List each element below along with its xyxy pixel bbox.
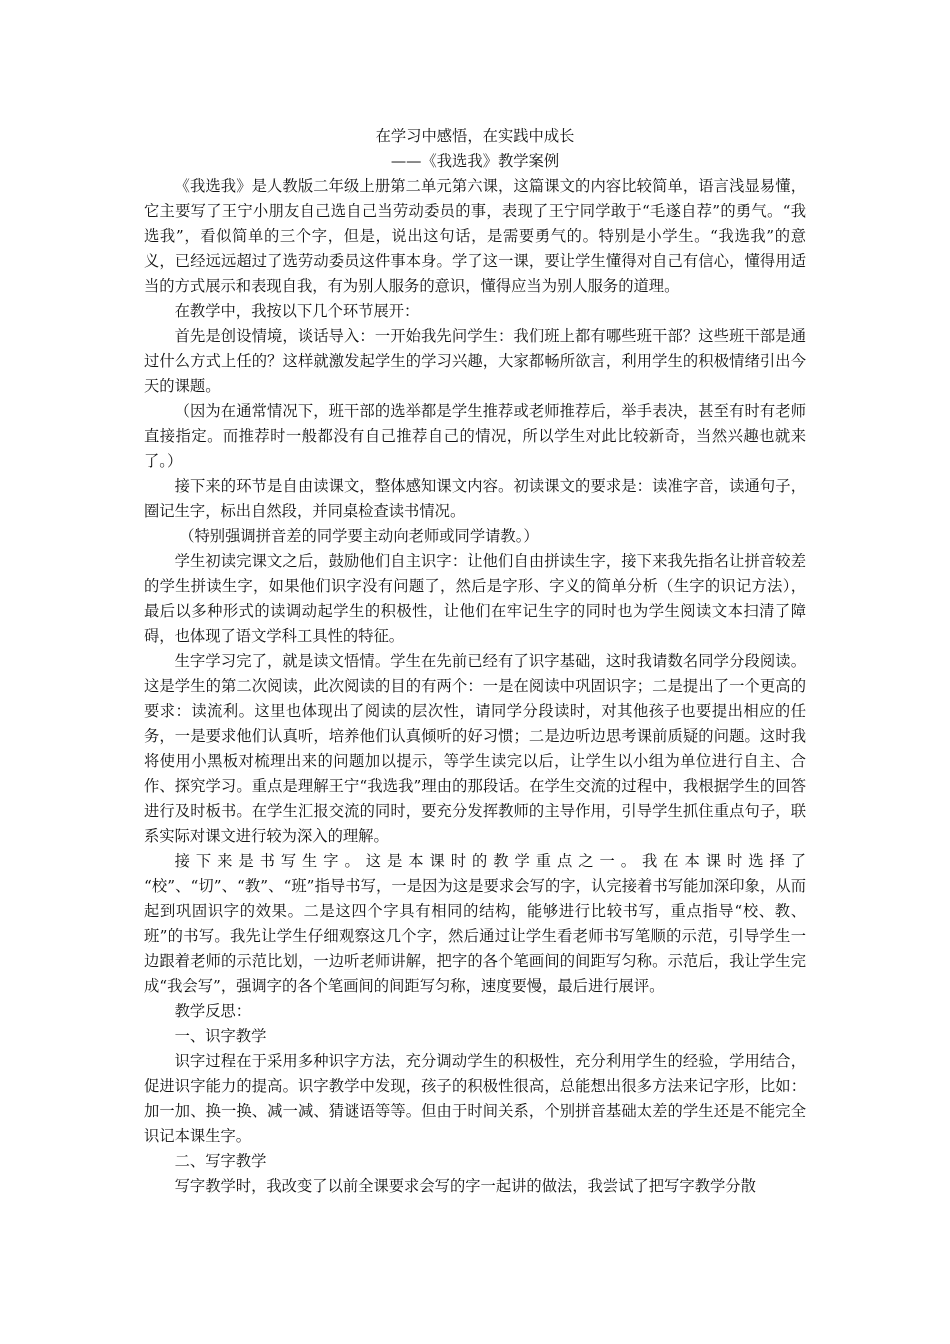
paragraph-step-3: 学生初读完课文之后，鼓励他们自主识字：让他们自由拼读生字，接下来我先指名让拼音较差的学生拼读生字，如果他们识字没有问题了，然后是字形、字义的简单分析（生字的识记方法），最后以多种形式的读调动起学生的积极性，让他们在牢记生字的同时也为学生阅读文本扫清了障碍，也体现了语文学科工具性的特征。 [144,552,806,645]
paragraph-steps-intro: 在教学中，我按以下几个环节展开： [174,302,420,320]
paragraph-literacy: 识字过程在于采用多种识字方法，充分调动学生的积极性，充分利用学生的经验，学用结合，促进识字能力的提高。识字教学中发现，孩子的积极性很高，总能想出很多方法来记字形，比如：加一加、换一换、减一减、猜谜语等等。但由于时间关系，个别拼音基础太差的学生还是不能完全识记本课生字。 [144,1052,806,1145]
document-title: 在学习中感悟，在实践中成长 [375,127,575,145]
paragraph-step-4: 生字学习完了，就是读文悟情。学生在先前已经有了识字基础，这时我请数名同学分段阅读。这是学生的第二次阅读，此次阅读的目的有两个：一是在阅读中巩固识字；二是提出了一个更高的要求：读流利。这里也体现出了阅读的层次性，请同学分段读时，对其他孩子也要提出相应的任务，一是要求他们认真听，培养他们认真倾听的好习惯；二是边听边思考课前质疑的问题。这时我将使用小黑板对梳理出来的问题加以提示，等学生读完以后，让学生以小组为单位进行自主、合作、探究学习。重点是理解王宁“我选我”理由的那段话。在学生交流的过程中，我根据学生的回答进行及时板书。在学生汇报交流的同时，要充分发挥教师的主导作用，引导学生抓住重点句子，联系实际对课文进行较为深入的理解。 [144,652,806,845]
heading-literacy: 一、识字教学 [174,1027,267,1045]
document-body [144,124,806,1199]
paragraph-step-1: 首先是创设情境，谈话导入：一开始我先问学生：我们班上都有哪些班干部？这些班干部是通过什么方式上任的？这样就激发起学生的学习兴趣，大家都畅所欲言，利用学生的积极情绪引出今天的课题。 [144,327,806,395]
document-subtitle: ——《我选我》教学案例 [390,152,560,170]
paragraph-step-2: 接下来的环节是自由读课文，整体感知课文内容。初读课文的要求是：读准字音，读通句子，圈记生字，标出自然段，并同桌检查读书情况。 [144,477,806,520]
paragraph-note-2: （特别强调拼音差的同学要主动向老师或同学请教。） [179,527,539,545]
paragraph-writing: 写字教学时，我改变了以前全课要求会写的字一起讲的做法，我尝试了把写字教学分散 [174,1177,756,1195]
paragraph-note-1: （因为在通常情况下，班干部的选举都是学生推荐或老师推荐后，举手表决，甚至有时有老师直接指定。而推荐时一般都没有自己推荐自己的情况，所以学生对此比较新奇，当然兴趣也就来了。） [144,402,806,470]
paragraph-step-5: 接下来是书写生字。这是本课时的教学重点之一。我在本课时选择了 “校”、“切”、“教”、“班”指导书写，一是因为这是要求会写的字，认完接着书写能加深印象，从而起到巩固识字的效果。二是这四个字具有相同的结构，能够进行比较书写，重点指导“校、教、班”的书写。我先让学生仔细观察这几个字，然后通过让学生看老师书写笔顺的示范，引导学生一边跟着老师的示范比划，一边听老师讲解，把字的各个笔画间的间距写匀称。示范后，我让学生完成“我会写”，强调字的各个笔画间的间距写匀称，速度要慢，最后进行展评。 [144,852,806,995]
paragraph-intro: 《我选我》是人教版二年级上册第二单元第六课，这篇课文的内容比较简单，语言浅显易懂，它主要写了王宁小朋友自己选自己当劳动委员的事，表现了王宁同学敢于“毛遂自荐”的勇气。“我选我”，看似简单的三个字，但是，说出这句话，是需要勇气的。特别是小学生。“我选我”的意义，已经远远超过了选劳动委员这件事本身。学了这一课，要让学生懂得对自己有信心，懂得用适当的方式展示和表现自我，有为别人服务的意识，懂得应当为别人服务的道理。 [144,177,806,295]
heading-writing: 二、写字教学 [174,1152,267,1170]
heading-reflection: 教学反思： [174,1002,252,1020]
